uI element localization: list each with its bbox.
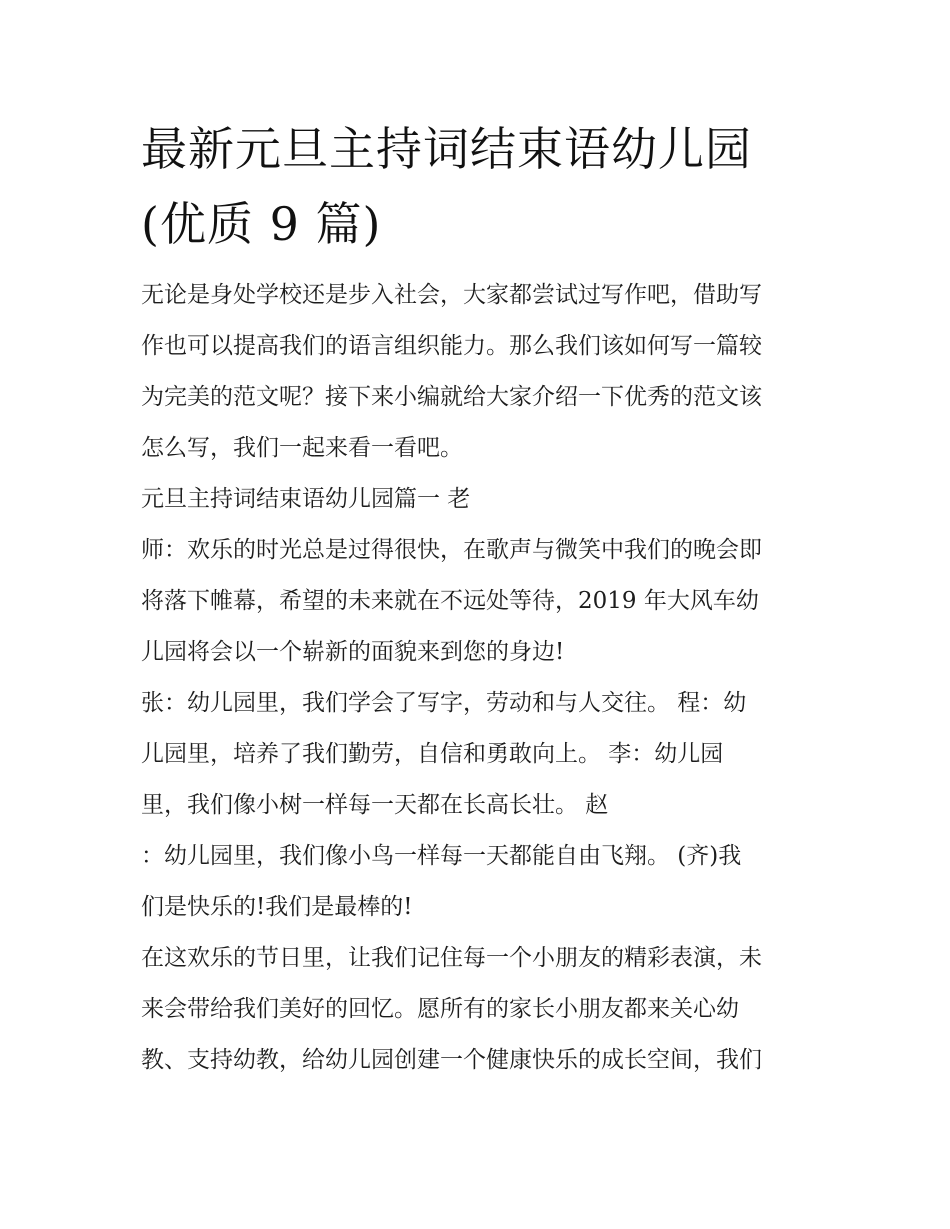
text-line: 来会带给我们美好的回忆。愿所有的家长小朋友都来关心幼 <box>141 996 739 1022</box>
section-heading: 元旦主持词结束语幼儿园篇一 老 <box>141 486 471 512</box>
text-line: 怎么写，我们一起来看一看吧。 <box>141 435 463 461</box>
document-body <box>141 270 821 1086</box>
text-line: 儿园将会以一个崭新的面貌来到您的身边! <box>141 639 565 665</box>
text-line: 教、支持幼教，给幼儿园创建一个健康快乐的成长空间，我们 <box>141 1047 762 1073</box>
text-line: 里，我们像小树一样每一天都在长高长壮。 赵 <box>141 792 609 818</box>
text-line: 张：幼儿园里，我们学会了写字，劳动和与人交往。 程：幼 <box>141 690 747 716</box>
text-line: ：幼儿园里，我们像小鸟一样每一天都能自由飞翔。 (齐)我 <box>141 843 742 869</box>
text-line: 作也可以提高我们的语言组织能力。那么我们该如何写一篇较 <box>141 333 762 359</box>
title-line-1: 最新元旦主持词结束语幼儿园 <box>141 122 752 176</box>
title-line-2: (优质 9 篇) <box>141 197 382 251</box>
text-line: 在这欢乐的节日里，让我们记住每一个小朋友的精彩表演，未 <box>141 945 762 971</box>
text-line: 们是快乐的!我们是最棒的! <box>141 894 413 920</box>
text-line: 将落下帷幕，希望的未来就在不远处等待，2019 年大风车幼 <box>141 588 759 614</box>
text-line: 儿园里，培养了我们勤劳，自信和勇敢向上。 李：幼儿园 <box>141 741 724 767</box>
document-title <box>141 112 821 262</box>
text-line: 为完美的范文呢？接下来小编就给大家介绍一下优秀的范文该 <box>141 384 762 410</box>
text-line: 师：欢乐的时光总是过得很快，在歌声与微笑中我们的晚会即 <box>141 537 762 563</box>
document-page <box>141 112 821 1086</box>
text-line: 无论是身处学校还是步入社会，大家都尝试过写作吧，借助写 <box>141 282 762 308</box>
